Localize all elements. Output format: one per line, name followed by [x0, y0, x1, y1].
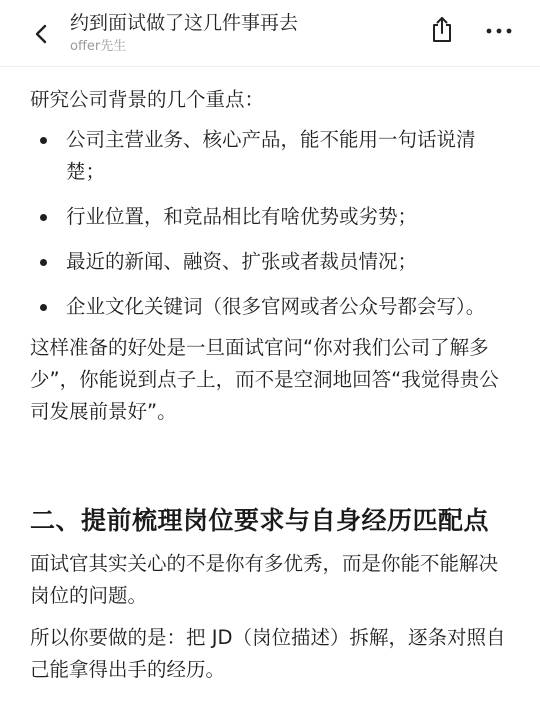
list-item-text: 行业位置，和竞品相比有啥优势或劣势；	[66, 205, 418, 228]
list-item-text: 企业文化关键词（很多官网或者公众号都会写）。	[66, 295, 486, 318]
section-heading: 二、提前梳理岗位要求与自身经历匹配点	[30, 506, 490, 535]
back-icon[interactable]	[30, 22, 54, 46]
share-icon[interactable]	[429, 16, 455, 44]
list-item	[30, 291, 512, 323]
list-item	[30, 201, 512, 233]
list-item	[30, 124, 512, 188]
bullet-dot	[40, 304, 47, 311]
top-bar	[0, 0, 540, 67]
intro-text: 研究公司背景的几个重点：	[30, 88, 265, 111]
list-item-text: 最近的新闻、融资、扩张或者裁员情况；	[66, 250, 418, 273]
body-paragraph: 面试官其实关心的不是你有多优秀，而是你能不能解决岗位的问题。	[30, 552, 499, 607]
key-points-list	[30, 124, 512, 323]
author-name[interactable]: offer先生	[70, 39, 127, 54]
body-paragraph: 所以你要做的是：把 JD（岗位描述）拆解，逐条对照自己能拿得出手的经历。	[30, 626, 506, 681]
bullet-dot	[40, 137, 47, 144]
title-block	[70, 10, 450, 56]
more-icon[interactable]	[484, 20, 514, 42]
page-title: 约到面试做了这几件事再去	[70, 12, 299, 34]
bullet-dot	[40, 214, 47, 221]
list-item-text: 公司主营业务、核心产品，能不能用一句话说清楚；	[66, 128, 476, 183]
article-body	[30, 84, 512, 686]
list-item	[30, 246, 512, 278]
summary-text: 这样准备的好处是一旦面试官问“你对我们公司了解多少”，你能说到点子上，而不是空洞地回答“我觉得贵公司发展前景好”。	[30, 336, 499, 423]
bullet-dot	[40, 259, 47, 266]
